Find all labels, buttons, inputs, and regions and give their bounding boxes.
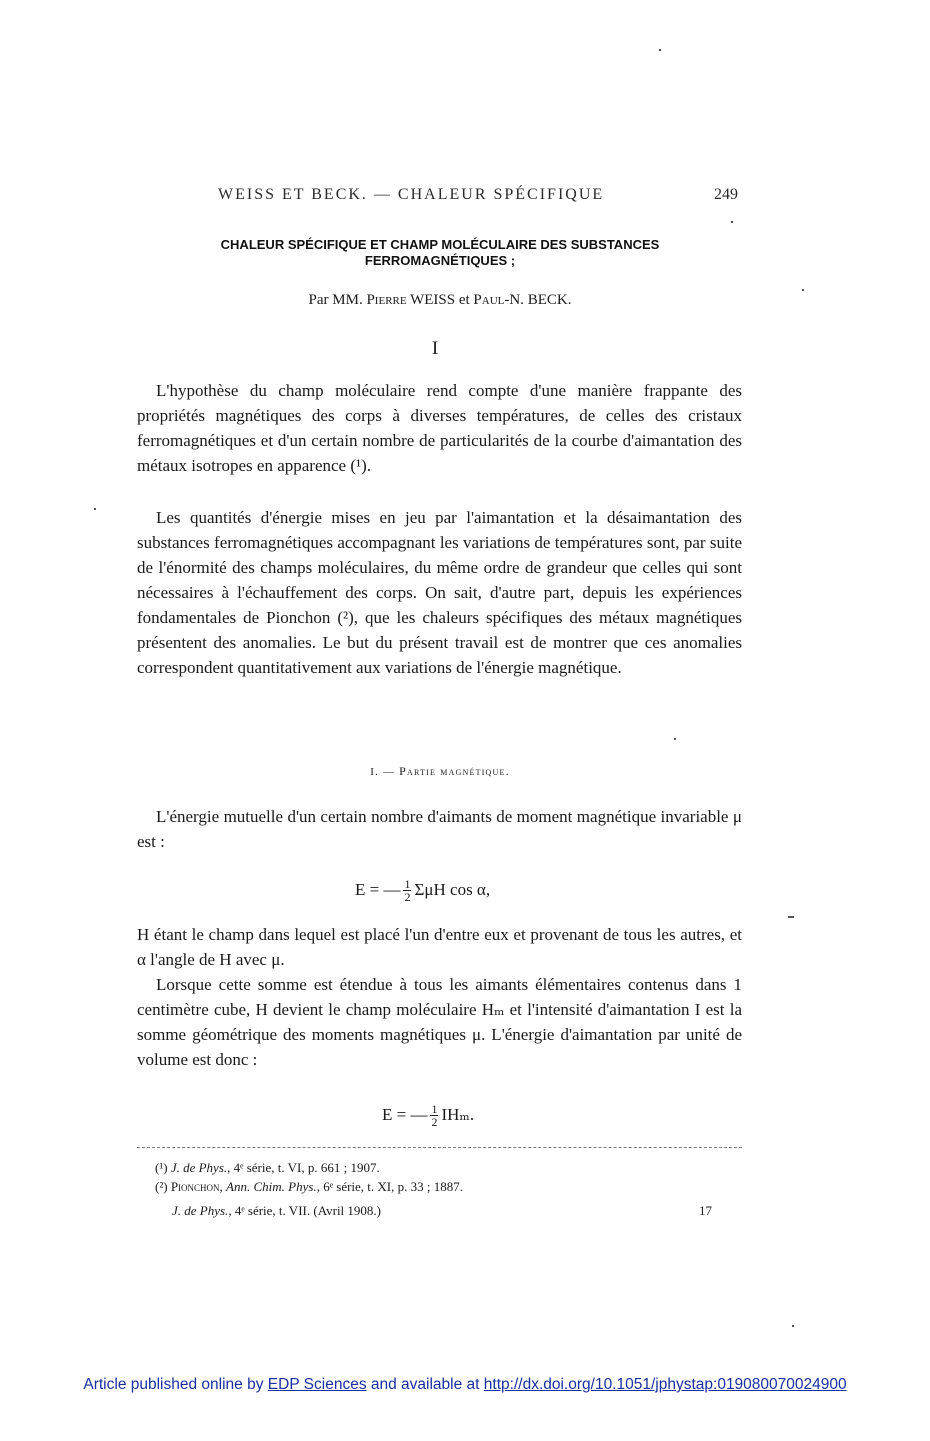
- equation-2-fraction: [430, 1103, 438, 1128]
- footnote-2-mark: (²): [155, 1179, 168, 1194]
- author2-first-name: Paul-N.: [473, 292, 524, 308]
- footnote-1-mark: (¹): [155, 1160, 168, 1175]
- scan-speck: [659, 49, 661, 51]
- article-title-line1: CHALEUR SPÉCIFIQUE ET CHAMP MOLÉCULAIRE DES SUBSTANCES: [220, 237, 660, 252]
- footnote-2: [155, 1178, 755, 1195]
- running-title: WEISS ET BECK. — CHALEUR SPÉCIFIQUE: [218, 186, 605, 203]
- equation-1-denominator: 2: [404, 889, 411, 904]
- footnote-1-journal: J. de Phys.: [170, 1160, 228, 1175]
- equation-2-numerator: 1: [431, 1101, 438, 1116]
- equation-1: [355, 872, 490, 908]
- running-head: [218, 186, 738, 206]
- banner-prefix: Article published online by: [83, 1376, 264, 1393]
- page-number: 249: [714, 186, 738, 203]
- section-subheading: [150, 764, 730, 779]
- scan-speck: [674, 738, 676, 740]
- authors-prefix: Par MM.: [308, 292, 363, 308]
- equation-2-denominator: 2: [431, 1114, 438, 1129]
- paragraph-3: L'énergie mutuelle d'un certain nombre d'aimants de moment magnétique invariable μ est :: [137, 807, 742, 851]
- article-title-line2: FERROMAGNÉTIQUES ;: [364, 253, 516, 268]
- scan-speck: [94, 508, 96, 510]
- journal-footer-text: , 4ᵉ série, t. VII. (Avril 1908.): [228, 1203, 381, 1218]
- scan-speck: [802, 289, 804, 291]
- authors-line: [150, 292, 730, 309]
- publisher-link[interactable]: EDP Sciences: [267, 1376, 367, 1393]
- paragraph-4: H étant le champ dans lequel est placé l'un d'entre eux et provenant de tous les autres, et α l'angle de H avec μ.: [137, 925, 742, 969]
- subheading-number: I. —: [370, 766, 396, 778]
- author1-last-name: WEISS: [410, 292, 456, 308]
- equation-2-lhs: E = —: [382, 1105, 428, 1124]
- banner-middle: and available at: [370, 1376, 480, 1393]
- paragraph-1: L'hypothèse du champ moléculaire rend compte d'une manière frappante des propriétés magnétiques des corps à diverses températures, de celles des cristaux ferromagnétiques et d'un certain nombre de particularités de la courbe d'aimantation des métaux isotropes en apparence (¹).: [137, 381, 742, 475]
- paragraph-2: Les quantités d'énergie mises en jeu par l'aimantation et la désaimantation des substances ferromagnétiques accompagnant les variations de températures sont, par suite de l'énormité des champs moléculaires, du même ordre de grandeur que celles qui sont nécessaires à l'échauffement des corps. On sait, d'autre part, depuis les expériences fondamentales de Pionchon (²), que les chaleurs spécifiques des métaux magnétiques présentent des anomalies. Le but du présent travail est de montrer que ces anomalies correspondent quantitativement aux variations de l'énergie magnétique.: [137, 508, 742, 677]
- footnote-1-text: , 4ᵉ série, t. VI, p. 661 ; 1907.: [227, 1160, 380, 1175]
- subheading-text: Partie magnétique.: [399, 764, 510, 778]
- footnote-1: [155, 1159, 755, 1176]
- equation-1-rhs: ΣμH cos α,: [414, 880, 491, 899]
- scan-speck: [792, 1325, 794, 1327]
- signature-mark: 17: [699, 1203, 712, 1218]
- journal-footer-journal: J. de Phys.: [172, 1203, 229, 1218]
- footnote-2-author: Pionchon,: [170, 1179, 223, 1194]
- authors-conjunction: et: [458, 292, 470, 308]
- section-number: I: [431, 338, 439, 359]
- scan-speck: [731, 221, 733, 223]
- article-title: [150, 237, 730, 269]
- publisher-banner: [0, 1376, 930, 1394]
- equation-2-rhs: IHₘ.: [441, 1105, 475, 1124]
- journal-footer: [172, 1203, 712, 1219]
- equation-1-fraction: [403, 878, 411, 903]
- doi-link[interactable]: http://dx.doi.org/10.1051/jphystap:019080070024900: [483, 1376, 847, 1393]
- scan-speck: [788, 916, 794, 918]
- author2-last-name: BECK.: [527, 292, 572, 308]
- equation-2: [382, 1097, 474, 1133]
- footnote-rule: [137, 1147, 742, 1148]
- footnote-2-text: , 6ᵉ série, t. XI, p. 33 ; 1887.: [316, 1179, 464, 1194]
- footnote-2-journal: Ann. Chim. Phys.: [226, 1179, 317, 1194]
- paragraph-5: Lorsque cette somme est étendue à tous les aimants élémentaires contenus dans 1 centimètre cube, H devient le champ moléculaire Hₘ et l'intensité d'aimantation I est la somme géométrique des moments magnétiques μ. L'énergie d'aimantation par unité de volume est donc :: [137, 975, 742, 1069]
- equation-1-numerator: 1: [404, 876, 411, 891]
- author1-first-name: Pierre: [366, 292, 407, 308]
- equation-1-lhs: E = —: [355, 880, 401, 899]
